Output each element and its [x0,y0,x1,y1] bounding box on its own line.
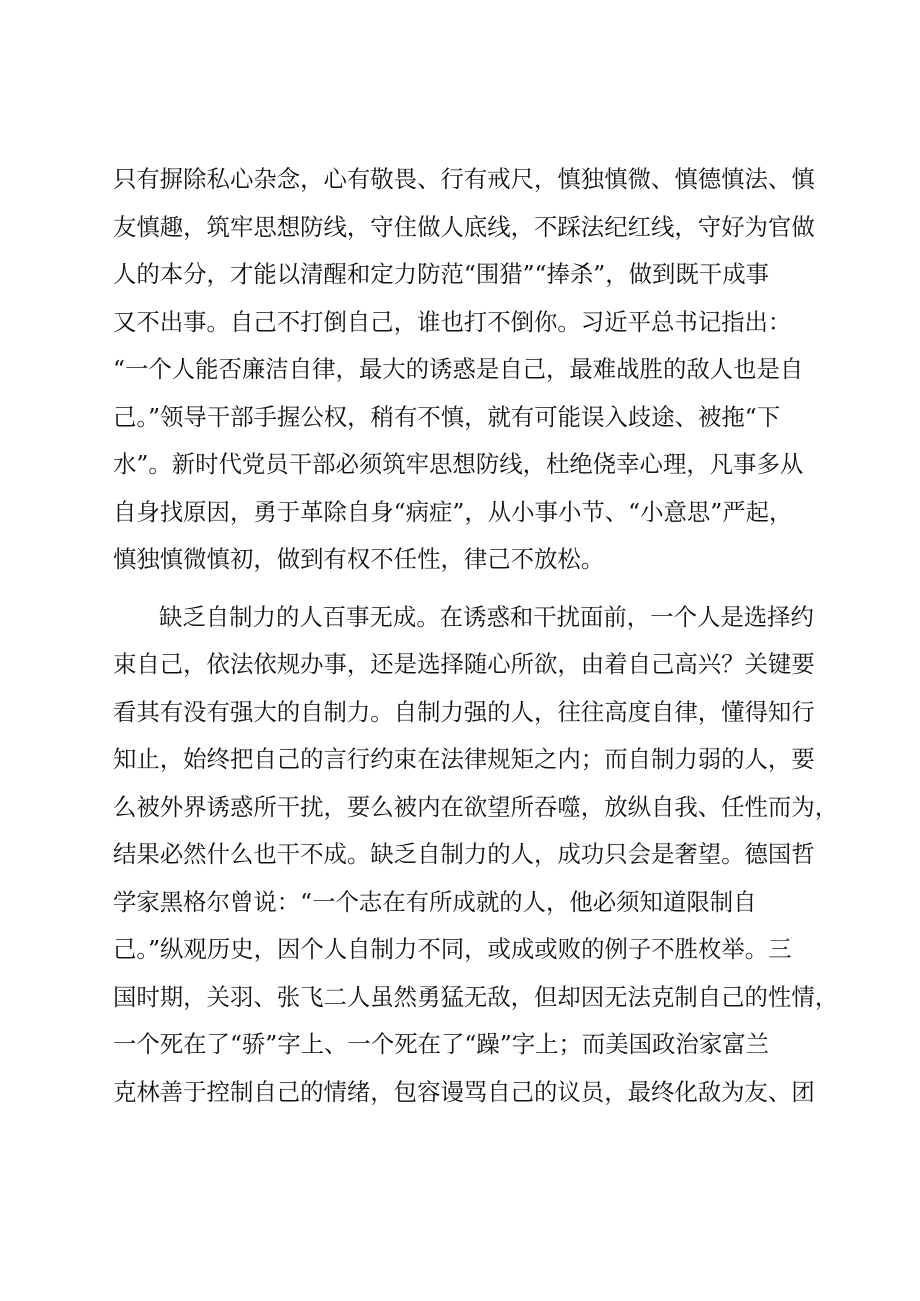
text-line: 慎独慎微慎初，做到有权不任性，律己不放松。 [113,545,605,573]
text-line: 己。”领导干部手握公权，稍有不慎，就有可能误入歧途、被拖“下 [113,402,781,431]
text-line: 束自己，依法依规办事，还是选择随心所欲，由着自己高兴？关键要 [113,650,815,678]
text-line: 克林善于控制自己的情绪，包容谩骂自己的议员，最终化敌为友、团 [113,1077,815,1106]
text-line: 国时期，关羽、张飞二人虽然勇猛无敌，但却因无法克制自己的性情， [113,982,839,1011]
paragraph-1 [113,156,813,584]
document-body [113,156,839,1116]
text-line: 自身找原因，勇于革除自身“病症”，从小事小节、“小意思”严起， [113,497,793,526]
paragraph-spacer [113,584,813,594]
text-line-first: 缺乏自制力的人百事无成。在诱惑和干扰面前，一个人是选择约 [159,602,814,631]
text-line: 么被外界诱惑所干扰，要么被内在欲望所吞噬，放纵自我、任性而为， [113,792,839,821]
text-line: 只有摒除私心杂念，心有敬畏、行有戒尺，慎独慎微、慎德慎法、慎 [113,165,815,193]
paragraph-2 [113,594,839,1117]
text-line: 人的本分，才能以清醒和定力防范“围猎”“捧杀”，做到既干成事 [113,260,769,288]
text-line: 结果必然什么也干不成。缺乏自制力的人，成功只会是奢望。德国哲 [113,840,815,868]
text-line: 学家黑格尔曾说：“一个志在有所成就的人，他必须知道限制自 [113,887,757,916]
text-line: 看其有没有强大的自制力。自制力强的人，往往高度自律，懂得知行 [113,697,815,726]
text-line: 水”。新时代党员干部必须筑牢思想防线，杜绝侥幸心理，凡事多从 [113,450,804,478]
text-line: 又不出事。自己不打倒自己，谁也打不倒你。习近平总书记指出： [113,307,792,336]
text-line: 知止，始终把自己的言行约束在法律规矩之内；而自制力弱的人，要 [113,745,815,773]
text-line: “一个人能否廉洁自律，最大的诱惑是自己，最难战胜的敌人也是自 [113,355,804,383]
text-line: 一个死在了“骄”字上、一个死在了“躁”字上；而美国政治家富兰 [113,1030,769,1058]
text-line: 己。”纵观历史，因个人自制力不同，或成或败的例子不胜枚举。三 [113,935,792,963]
text-line: 友慎趣，筑牢思想防线，守住做人底线，不踩法纪红线，守好为官做 [113,212,815,241]
